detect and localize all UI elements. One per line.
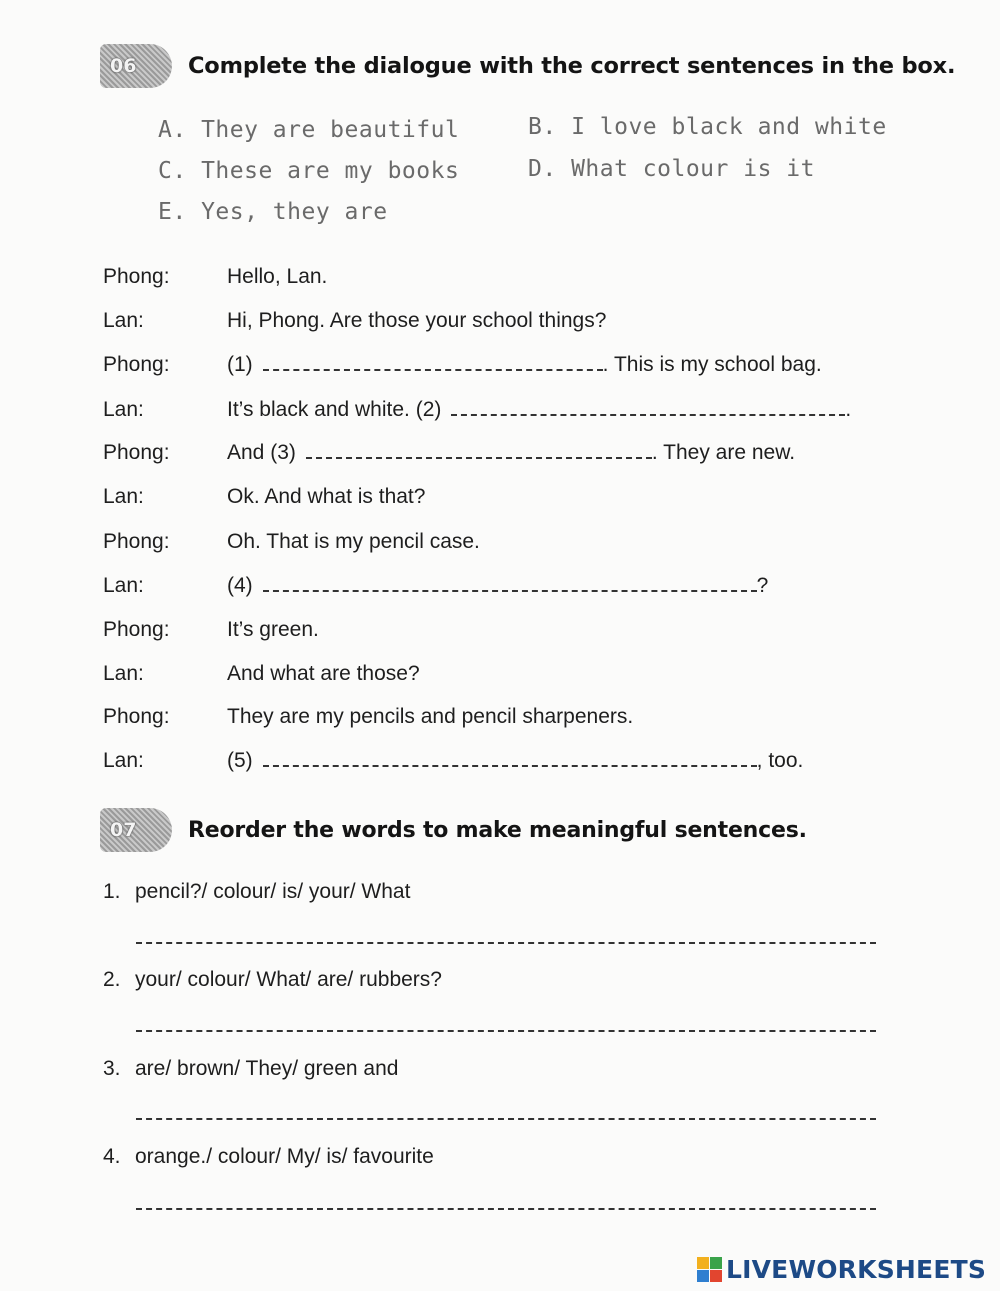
blank-3[interactable] <box>306 443 652 459</box>
line-text: ? <box>756 574 769 597</box>
question-4: 4. orange./ colour/ My/ is/ favourite <box>103 1145 434 1168</box>
section-07-badge: 07 <box>100 808 172 852</box>
dialogue-line <box>103 659 420 689</box>
speaker: Lan: <box>103 309 144 332</box>
section-06-title: Complete the dialogue with the correct sentences in the box. <box>188 53 956 79</box>
option-a: A. They are beautiful <box>158 117 460 143</box>
speaker: Phong: <box>103 530 170 553</box>
question-1: 1. pencil?/ colour/ is/ your/ What <box>103 880 411 903</box>
dialogue-line <box>103 262 327 292</box>
speaker: Lan: <box>103 662 144 685</box>
line-text: (4) <box>227 574 253 597</box>
blank-2[interactable] <box>451 400 845 416</box>
dialogue-line <box>103 482 425 512</box>
liveworksheets-watermark <box>697 1255 986 1284</box>
line-text: And (3) <box>227 441 296 464</box>
line-text: . They are new. <box>651 441 796 464</box>
option-c: C. These are my books <box>158 158 460 184</box>
answer-line-1[interactable] <box>136 942 876 944</box>
section-07-header <box>100 808 807 852</box>
line-text: . <box>845 398 852 421</box>
speaker: Phong: <box>103 265 170 288</box>
line-text: , too. <box>756 749 804 772</box>
dialogue-line <box>103 571 768 601</box>
speaker: Phong: <box>103 353 170 376</box>
answer-line-2[interactable] <box>136 1030 876 1032</box>
answer-line-3[interactable] <box>136 1118 876 1120</box>
option-e: E. Yes, they are <box>158 199 388 225</box>
section-06-header <box>100 44 955 88</box>
liveworksheets-logo-icon <box>697 1257 723 1283</box>
blank-1[interactable] <box>263 355 603 371</box>
option-b: B. I love black and white <box>528 114 887 140</box>
answer-line-4[interactable] <box>136 1208 876 1210</box>
line-text: Ok. And what is that? <box>227 485 426 508</box>
blank-5[interactable] <box>263 751 757 767</box>
speaker: Phong: <box>103 705 170 728</box>
question-3: 3. are/ brown/ They/ green and <box>103 1057 399 1080</box>
dialogue-line <box>103 395 851 425</box>
line-text: And what are those? <box>227 662 420 685</box>
section-07-title: Reorder the words to make meaningful sentences. <box>188 817 807 843</box>
dialogue-line <box>103 350 822 380</box>
speaker: Phong: <box>103 441 170 464</box>
section-06-badge: 06 <box>100 44 172 88</box>
line-text: . This is my school bag. <box>602 353 822 376</box>
line-text: Oh. That is my pencil case. <box>227 530 480 553</box>
speaker: Lan: <box>103 749 144 772</box>
dialogue-line <box>103 527 480 557</box>
speaker: Phong: <box>103 618 170 641</box>
line-text: It’s black and white. (2) <box>227 398 442 421</box>
dialogue-line <box>103 702 633 732</box>
line-text: Hello, Lan. <box>227 265 328 288</box>
question-2: 2. your/ colour/ What/ are/ rubbers? <box>103 968 442 991</box>
speaker: Lan: <box>103 398 144 421</box>
dialogue-line <box>103 438 795 468</box>
line-text: (1) <box>227 353 253 376</box>
line-text: It’s green. <box>227 618 319 641</box>
blank-4[interactable] <box>263 576 757 592</box>
line-text: They are my pencils and pencil sharpeners. <box>227 705 634 728</box>
speaker: Lan: <box>103 485 144 508</box>
dialogue-line <box>103 615 319 645</box>
line-text: Hi, Phong. Are those your school things? <box>227 309 607 332</box>
option-d: D. What colour is it <box>528 156 815 182</box>
dialogue-line <box>103 746 803 776</box>
line-text: (5) <box>227 749 253 772</box>
speaker: Lan: <box>103 574 144 597</box>
brand-name: LIVEWORKSHEETS <box>726 1255 987 1284</box>
dialogue-line <box>103 306 606 336</box>
